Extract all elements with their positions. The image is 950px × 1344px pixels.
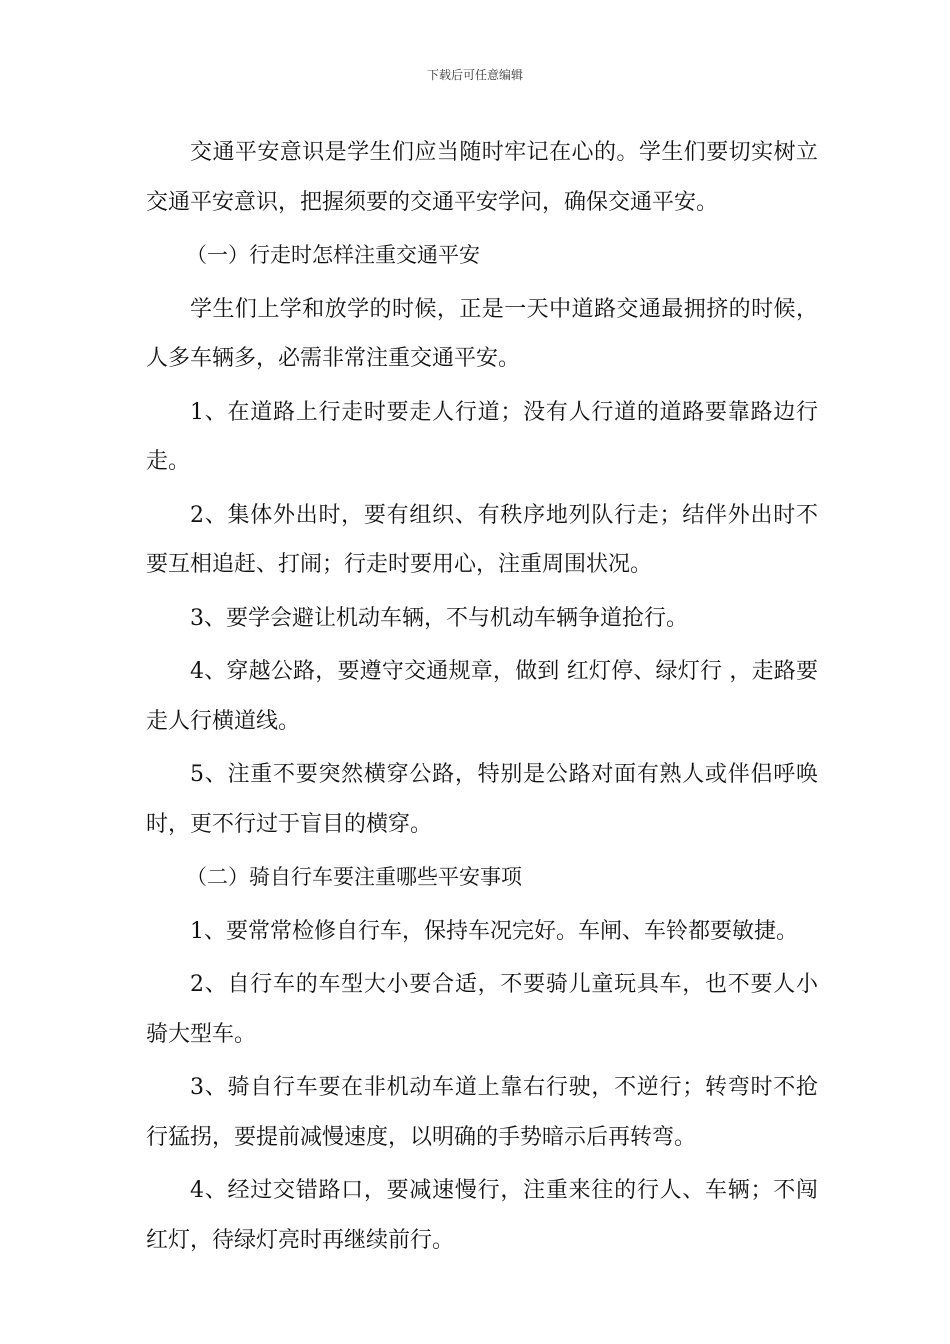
section-heading-cycling: （二）骑自行车要注重哪些平安事项 bbox=[186, 865, 522, 889]
document-body bbox=[146, 128, 818, 1269]
list-item-walking-4: 4、穿越公路，要遵守交通规章，做到 红灯停、绿灯行 ，走路要走人行横道线。 bbox=[146, 659, 818, 734]
list-item-cycling-3: 3、骑自行车要在非机动车道上靠右行驶，不逆行；转弯时不抢行猛拐，要提前减慢速度，以明确的手势暗示后再转弯。 bbox=[146, 1075, 818, 1150]
list-item-walking-2: 2、集体外出时，要有组织、有秩序地列队行走；结伴外出时不要互相追赶、打闹；行走时要用心，注重周围状况。 bbox=[146, 502, 818, 577]
list-item-cycling-1: 1、要常常检修自行车，保持车况完好。车闸、车铃都要敏捷。 bbox=[190, 918, 798, 944]
list-item-cycling-4: 4、经过交错路口，要减速慢行，注重来往的行人、车辆；不闯红灯，待绿灯亮时再继续前行。 bbox=[146, 1178, 818, 1253]
paragraph-intro: 交通平安意识是学生们应当随时牢记在心的。学生们要切实树立交通平安意识，把握须要的交通平安学问，确保交通平安。 bbox=[146, 140, 818, 215]
list-item-walking-5: 5、注重不要突然横穿公路，特别是公路对面有熟人或伴侣呼唤时，更不行过于盲目的横穿。 bbox=[146, 762, 818, 837]
list-item-walking-1: 1、在道路上行走时要走人行道；没有人行道的道路要靠路边行走。 bbox=[146, 399, 818, 474]
section-heading-walking: （一）行走时怎样注重交通平安 bbox=[186, 243, 480, 267]
paragraph-walking-intro: 学生们上学和放学的时候，正是一天中道路交通最拥挤的时候，人多车辆多，必需非常注重交通平安。 bbox=[146, 296, 818, 371]
page-header: 下载后可任意编辑 bbox=[426, 68, 523, 82]
list-item-cycling-2: 2、自行车的车型大小要合适，不要骑儿童玩具车，也不要人小骑大型车。 bbox=[146, 972, 818, 1047]
list-item-walking-3: 3、要学会避让机动车辆，不与机动车辆争道抢行。 bbox=[190, 605, 688, 631]
